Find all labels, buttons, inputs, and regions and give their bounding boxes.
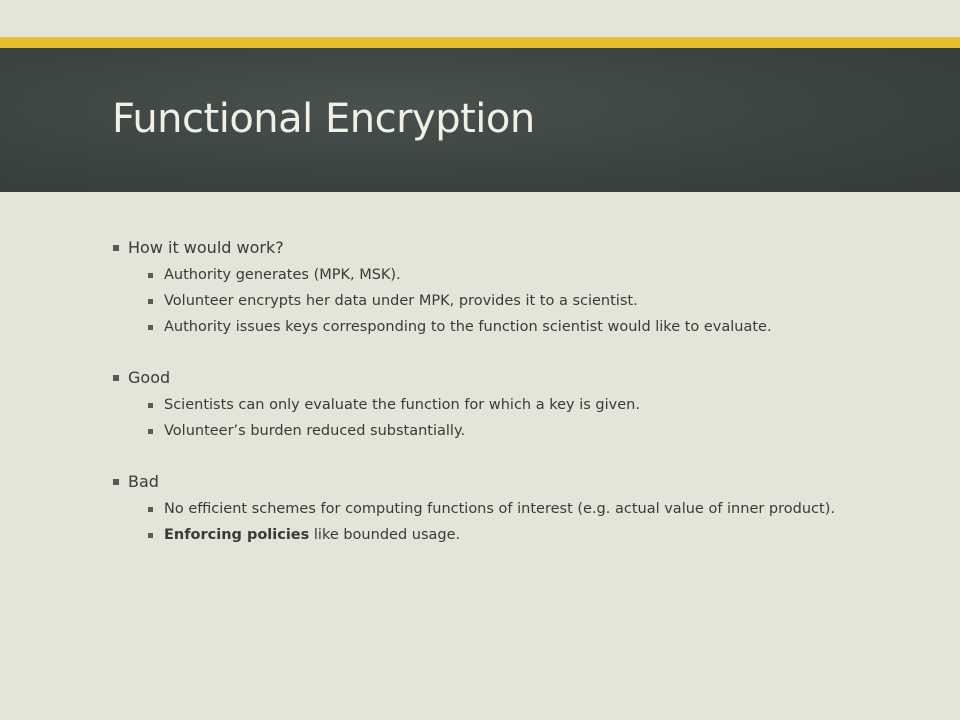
square-bullet-icon	[148, 273, 153, 278]
bullet-text-mixed	[164, 527, 460, 543]
bullet-level1	[112, 367, 872, 389]
bullet-text-rest: like bounded usage.	[309, 527, 461, 543]
section-heading: Good	[128, 368, 171, 387]
square-bullet-icon	[148, 403, 153, 408]
square-bullet-icon	[148, 533, 153, 538]
section-bad	[112, 471, 872, 545]
square-bullet-icon	[148, 507, 153, 512]
square-bullet-icon	[148, 429, 153, 434]
section-heading: Bad	[128, 472, 159, 491]
bullet-level2	[112, 317, 872, 337]
square-bullet-icon	[148, 325, 153, 330]
bullet-level1	[112, 237, 872, 259]
bullet-text: No efficient schemes for computing functions of interest (e.g. actual value of inner product).	[164, 501, 835, 517]
bullet-level1	[112, 471, 872, 493]
bullet-text: Volunteer encrypts her data under MPK, provides it to a scientist.	[164, 293, 638, 309]
slide-content	[112, 237, 872, 575]
bullet-text: Authority issues keys corresponding to the function scientist would like to evaluate.	[164, 319, 772, 335]
section-good	[112, 367, 872, 441]
bullet-level2	[112, 499, 872, 519]
bullet-level2	[112, 395, 872, 415]
section-how-it-works	[112, 237, 872, 337]
bullet-level2	[112, 525, 872, 545]
square-bullet-icon	[148, 299, 153, 304]
section-heading: How it would work?	[128, 238, 284, 257]
bullet-level2	[112, 291, 872, 311]
bullet-text: Volunteer’s burden reduced substantially.	[164, 423, 466, 439]
bullet-level2	[112, 421, 872, 441]
accent-bar	[0, 37, 960, 48]
emphasis-text: Enforcing policies	[164, 527, 310, 543]
square-bullet-icon	[113, 479, 119, 485]
slide-title: Functional Encryption	[112, 96, 535, 142]
bullet-text: Authority generates (MPK, MSK).	[164, 267, 401, 283]
bullet-text: Scientists can only evaluate the function for which a key is given.	[164, 397, 640, 413]
square-bullet-icon	[113, 245, 119, 251]
square-bullet-icon	[113, 375, 119, 381]
bullet-level2	[112, 265, 872, 285]
